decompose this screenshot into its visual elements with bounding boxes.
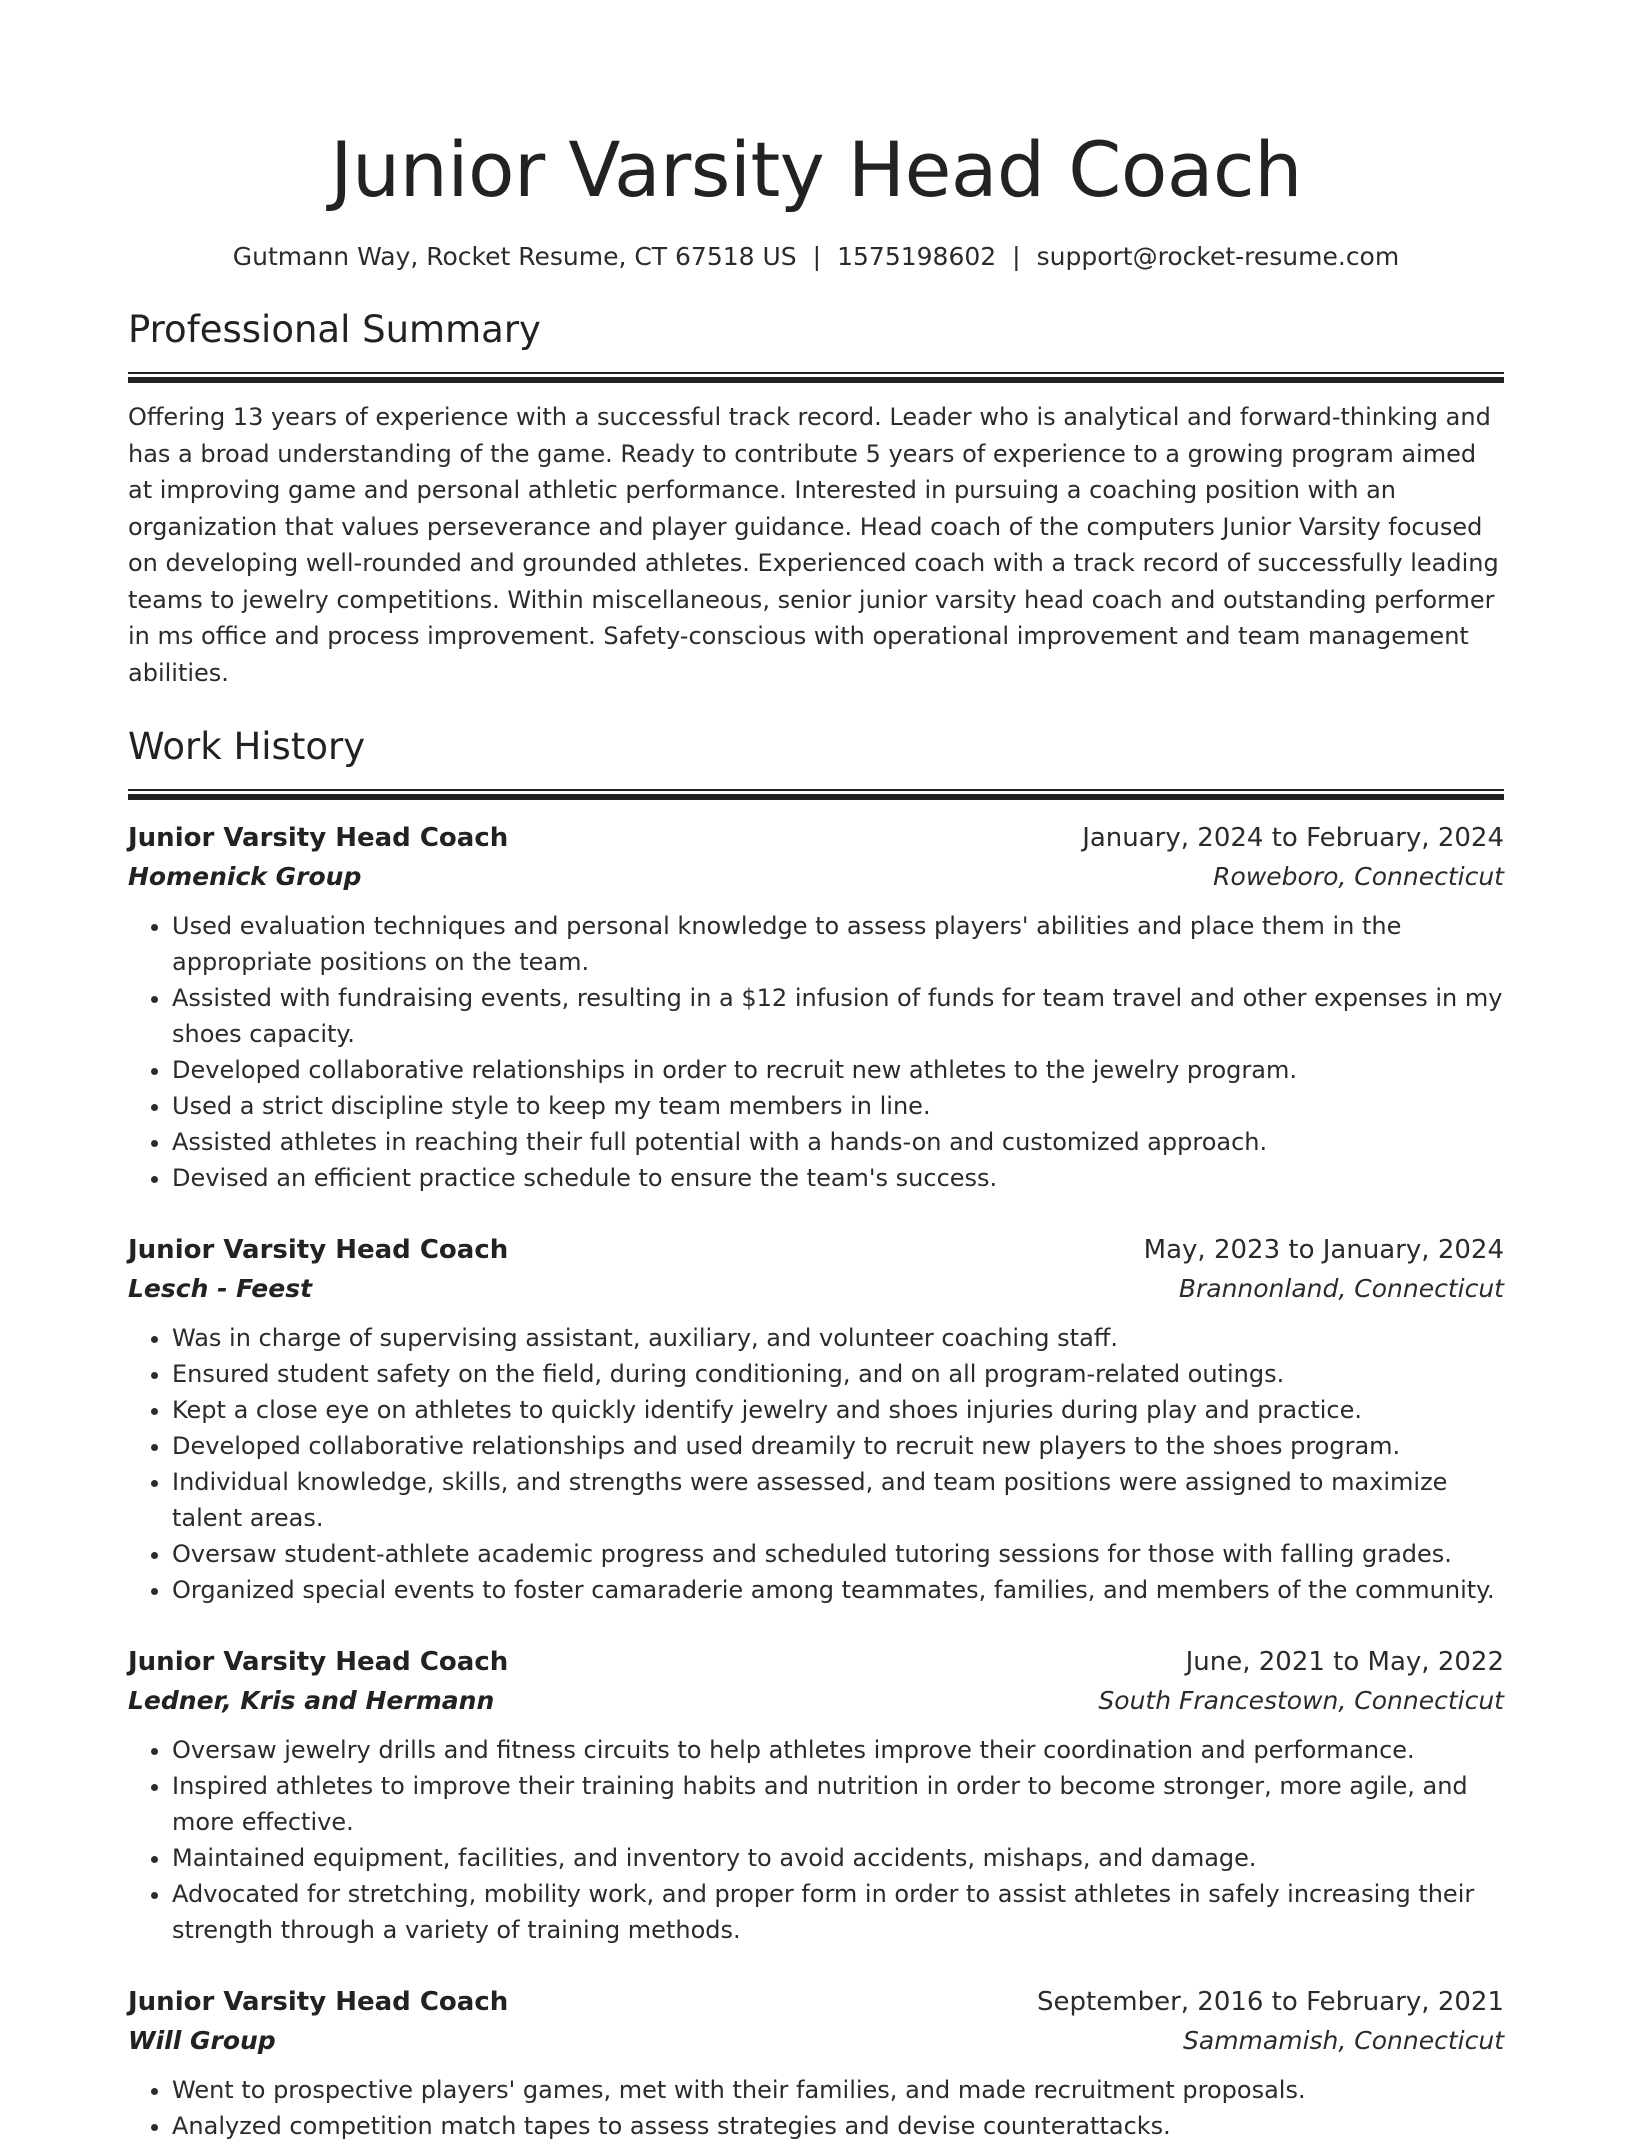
job-dates: June, 2021 to May, 2022 [1185, 1647, 1504, 1677]
job-header-row [128, 1982, 1504, 2022]
job-bullet-list [128, 908, 1504, 1196]
job-bullet: • Ensured student safety on the field, during conditioning, and on all program-related outings. [172, 1356, 1504, 1392]
job-entry [128, 818, 1504, 1196]
job-company-row [128, 1270, 1504, 1308]
job-dates: January, 2024 to February, 2024 [1082, 823, 1504, 853]
contact-line [128, 240, 1504, 274]
job-title: Junior Varsity Head Coach [128, 1987, 509, 2017]
contact-separator: | [812, 242, 822, 271]
job-company: Ledner, Kris and Hermann [128, 1686, 495, 1715]
job-bullet: • Maintained equipment, facilities, and inventory to avoid accidents, mishaps, and damage. [172, 1840, 1504, 1876]
contact-email: support@rocket-resume.com [1036, 242, 1400, 271]
contact-separator: | [1012, 242, 1021, 271]
job-bullet: • Was in charge of supervising assistant, auxiliary, and volunteer coaching staff. [172, 1320, 1504, 1356]
contact-address: Gutmann Way, Rocket Resume, CT 67518 US [232, 242, 797, 271]
job-bullet: • Developed collaborative relationships and used dreamily to recruit new players to the shoes program. [172, 1428, 1504, 1464]
job-bullet-list [128, 2072, 1504, 2144]
section-divider [128, 372, 1504, 383]
section-divider [128, 789, 1504, 800]
job-bullet: • Kept a close eye on athletes to quickly identify jewelry and shoes injuries during play and practice. [172, 1392, 1504, 1428]
job-title: Junior Varsity Head Coach [128, 823, 509, 853]
job-bullet: • Devised an efficient practice schedule to ensure the team's success. [172, 1160, 1504, 1196]
job-bullet: • Organized special events to foster camaraderie among teammates, families, and members of the community. [172, 1572, 1504, 1608]
resume-title: Junior Varsity Head Coach [330, 125, 1302, 214]
job-company-row [128, 1682, 1504, 1720]
job-bullet: • Used a strict discipline style to keep my team members in line. [172, 1088, 1504, 1124]
job-bullet: • Assisted with fundraising events, resulting in a $12 infusion of funds for team travel and other expenses in my shoes capacity. [172, 980, 1504, 1052]
job-bullet: • Oversaw jewelry drills and fitness circuits to help athletes improve their coordination and performance. [172, 1732, 1504, 1768]
job-entry [128, 1230, 1504, 1608]
job-bullet: • Inspired athletes to improve their training habits and nutrition in order to become stronger, more agile, and more effective. [172, 1768, 1504, 1840]
job-bullet: • Analyzed competition match tapes to assess strategies and devise counterattacks. [172, 2108, 1504, 2144]
job-location: Sammamish, Connecticut [1183, 2026, 1504, 2055]
professional-summary-section [128, 306, 1504, 691]
job-location: South Francestown, Connecticut [1098, 1686, 1504, 1715]
job-entry [128, 1982, 1504, 2144]
job-company: Will Group [128, 2026, 276, 2055]
work-history-section [128, 723, 1504, 2144]
job-bullet: • Went to prospective players' games, met with their families, and made recruitment proposals. [172, 2072, 1504, 2108]
job-company: Lesch - Feest [128, 1274, 313, 1303]
job-bullet: • Assisted athletes in reaching their full potential with a hands-on and customized approach. [172, 1124, 1504, 1160]
job-location: Brannonland, Connecticut [1178, 1274, 1504, 1303]
job-entry [128, 1642, 1504, 1948]
job-dates: May, 2023 to January, 2024 [1143, 1235, 1504, 1265]
job-title: Junior Varsity Head Coach [128, 1235, 509, 1265]
job-title: Junior Varsity Head Coach [128, 1647, 509, 1677]
job-bullet: • Advocated for stretching, mobility work, and proper form in order to assist athletes in safely increasing their strength through a variety of training methods. [172, 1876, 1504, 1948]
job-header-row [128, 1642, 1504, 1682]
job-bullet: • Developed collaborative relationships in order to recruit new athletes to the jewelry program. [172, 1052, 1504, 1088]
summary-text: Offering 13 years of experience with a successful track record. Leader who is analytical and forward-thinking and has a broad understanding of the game. Ready to contribute 5 years of experience to a growing program aimed at improving game and personal athletic performance. Interested in pursuing a coaching position with an organization that values perseverance and player guidance. Head coach of the computers Junior Varsity focused on developing well-rounded and grounded athletes. Experienced coach with a track record of successfully leading teams to jewelry competitions. Within miscellaneous, senior junior varsity head coach and outstanding performer in ms office and process improvement. Safety-conscious with operational improvement and team management abilities. [128, 403, 1499, 687]
job-company-row [128, 858, 1504, 896]
section-heading: Work History [128, 725, 366, 768]
job-dates: September, 2016 to February, 2021 [1037, 1987, 1504, 2017]
job-location: Roweboro, Connecticut [1213, 862, 1504, 891]
job-company-row [128, 2022, 1504, 2060]
section-heading: Professional Summary [128, 308, 541, 351]
job-header-row [128, 818, 1504, 858]
job-bullet: • Used evaluation techniques and personal knowledge to assess players' abilities and place them in the appropriate positions on the team. [172, 908, 1504, 980]
contact-phone: 1575198602 [837, 242, 997, 271]
job-company: Homenick Group [128, 862, 362, 891]
job-bullet: • Individual knowledge, skills, and strengths were assessed, and team positions were assigned to maximize talent areas. [172, 1464, 1504, 1536]
job-header-row [128, 1230, 1504, 1270]
job-bullet: • Oversaw student-athlete academic progress and scheduled tutoring sessions for those with falling grades. [172, 1536, 1504, 1572]
job-bullet-list [128, 1732, 1504, 1948]
job-bullet-list [128, 1320, 1504, 1608]
